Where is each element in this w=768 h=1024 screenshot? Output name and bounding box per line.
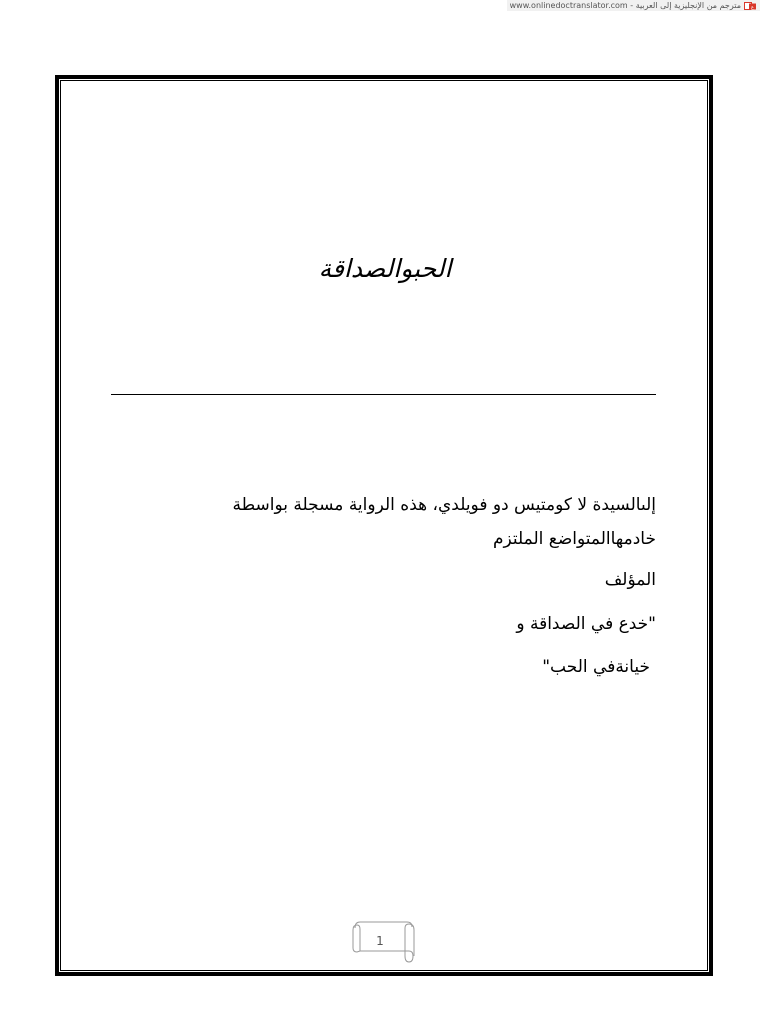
dedication-paragraph: إلىالسيدة لا كومتيس دو فويلدي، هذه الرواية مسجلة بواسطة خادمهاالمتواضع الملتزم — [232, 495, 656, 549]
page-number: 1 — [376, 934, 384, 948]
book-title: الحبوالصداقة — [318, 254, 452, 283]
translator-banner-text[interactable]: www.onlinedoctranslator.com - مترجم من الإنجليزية إلى العربية — [509, 1, 741, 10]
author-label: المؤلف — [604, 570, 656, 590]
translator-banner[interactable] — [507, 0, 760, 11]
dedication-text — [150, 488, 656, 556]
svg-text:ع: ع — [751, 3, 754, 10]
page-number-scroll — [349, 918, 419, 968]
epigraph-line-1 — [150, 611, 656, 637]
translator-logo-icon — [744, 2, 757, 10]
epigraph-line-2 — [150, 654, 656, 680]
title-divider — [111, 394, 656, 395]
dedication-author — [150, 567, 656, 593]
epigraph-line-2-text: خيانةفي الحب" — [542, 657, 650, 677]
epigraph-line-1-text: "خدع في الصداقة و — [516, 614, 656, 634]
